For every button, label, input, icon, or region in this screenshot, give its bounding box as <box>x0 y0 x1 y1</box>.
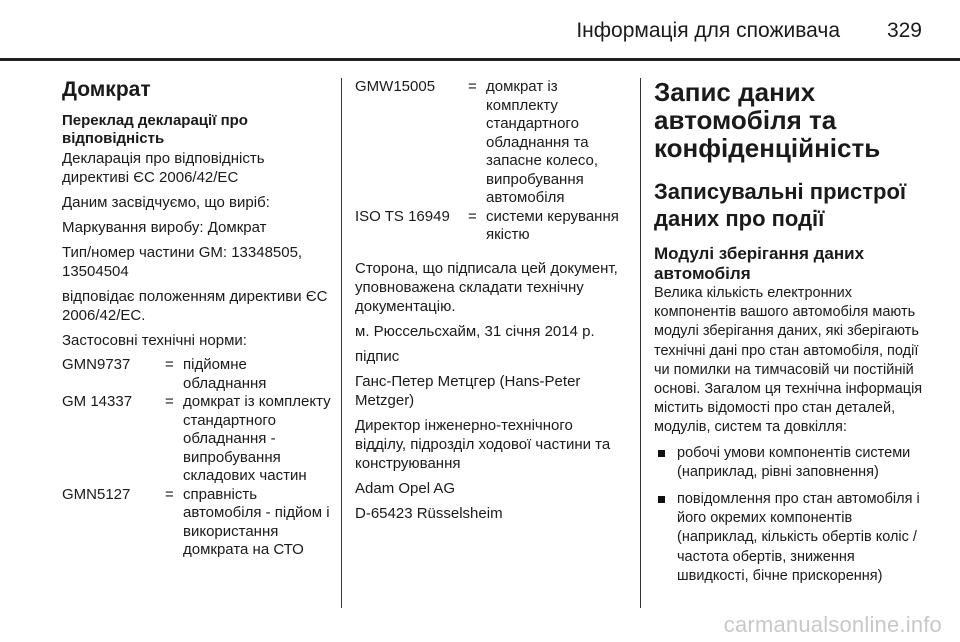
equals-sign: = <box>165 393 174 410</box>
table-row <box>355 78 625 208</box>
standard-description: домкрат із комплекту стандартного обладнання та запасне колесо, випробування автомобіля <box>486 78 598 206</box>
column-divider <box>640 78 641 608</box>
standard-code: GM 14337 <box>62 393 133 410</box>
equals-sign: = <box>165 356 174 373</box>
chapter-title: Запис даних автомобіля та конфіденційність <box>654 77 881 163</box>
table-row <box>62 486 332 560</box>
paragraph: Тип/номер частини GM: 13348505, 13504504 <box>62 244 303 280</box>
list-item: повідомлення про стан автомобіля і його окремих компонентів (наприклад, кількість обертів коліс / частота обертів, зниження швидкості, бічне прискорення) <box>654 490 929 586</box>
paragraph: м. Рюссельсхайм, 31 січня 2014 р. <box>355 322 595 340</box>
table-row <box>62 393 332 486</box>
paragraph: D-65423 Rüsselsheim <box>355 504 503 522</box>
paragraph: відповідає положенням директиви ЄС 2006/42/ЕС. <box>62 288 328 324</box>
paragraph: Даним засвідчуємо, що виріб: <box>62 194 270 211</box>
header-title: Інформація для споживача <box>576 19 840 42</box>
standards-table <box>62 356 332 560</box>
standard-description: справність автомобіля - підйом і використання домкрата на СТО <box>183 485 330 558</box>
section-heading-jack: Домкрат <box>62 78 151 101</box>
paragraph: Adam Opel AG <box>355 479 456 497</box>
standard-code: GMN9737 <box>62 356 131 373</box>
header-divider <box>0 58 960 61</box>
standard-description: домкрат із комплекту стандартного обладнання - випробування складових частин <box>183 393 331 484</box>
standard-code: GMN5127 <box>62 485 131 503</box>
paragraph: Маркування виробу: Домкрат <box>62 219 267 236</box>
column-right <box>654 78 929 594</box>
page-header <box>0 0 960 62</box>
standard-description: підйомне обладнання <box>183 356 267 392</box>
paragraph: підпис <box>355 347 400 365</box>
paragraph: Декларація про відповідність директиві ЄС 2006/42/ЕС <box>62 150 265 186</box>
section-title: Записувальні пристрої даних про події <box>654 179 907 231</box>
standard-description: системи керування якістю <box>486 207 619 243</box>
subsection-title: Модулі зберігання даних автомобіля <box>654 244 865 283</box>
paragraph: Сторона, що підписала цей документ, уповноважена складати технічну документацію. <box>355 259 618 315</box>
paragraph: Велика кількість електронних компонентів вашого автомобіля мають модулі зберігання даних, які зберігають технічні дані про стан автомобіля, події чи помилки на тимчасовій чи постійній основі. Загалом ця технічна інформація містить відомості про стан деталей, модулів, систем та довкілля: <box>654 285 923 436</box>
subheading-declaration: Переклад декларації про відповідність <box>62 112 248 147</box>
standard-code: ISO TS 16949 <box>355 207 450 225</box>
equals-sign: = <box>165 485 174 503</box>
watermark: carmanualsonline.info <box>723 612 942 637</box>
paragraph: Ганс-Петер Метцгер (Hans-Peter Metzger) <box>355 372 581 409</box>
page-number: 329 <box>886 19 922 42</box>
standards-table <box>355 78 625 245</box>
column-divider <box>341 78 342 608</box>
equals-sign: = <box>468 78 477 95</box>
table-row <box>355 208 625 245</box>
table-row <box>62 356 332 393</box>
standard-code: GMW15005 <box>355 78 436 95</box>
column-left <box>62 78 332 566</box>
equals-sign: = <box>468 207 477 225</box>
paragraph: Застосовні технічні норми: <box>62 332 247 349</box>
list-item: робочі умови компонентів системи (наприклад, рівні заповнення) <box>654 444 929 482</box>
paragraph: Директор інженерно-технічного відділу, підрозділ ходової частини та конструювання <box>355 416 611 472</box>
bullet-list <box>654 444 929 586</box>
column-middle <box>355 78 625 529</box>
